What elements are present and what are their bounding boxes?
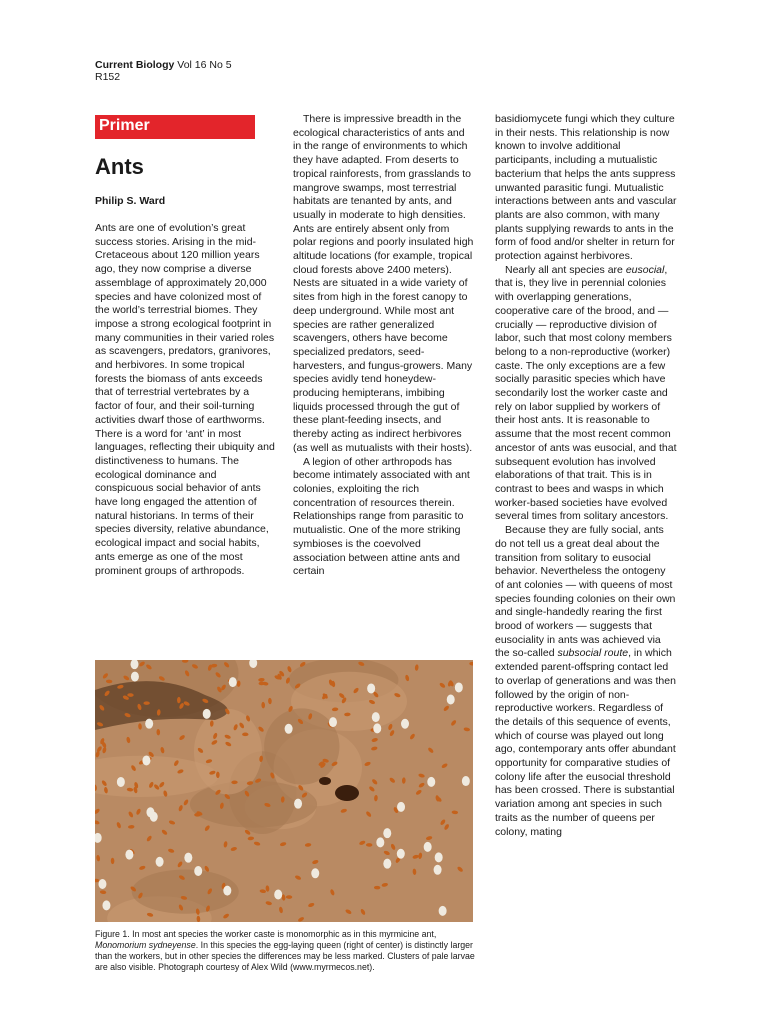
worker-ant	[450, 719, 457, 726]
worker-ant	[168, 820, 175, 826]
worker-ant	[365, 811, 372, 818]
larva	[329, 717, 337, 727]
queen-ant	[335, 785, 359, 801]
worker-ant	[427, 747, 434, 754]
worker-ant	[247, 836, 254, 840]
paragraph: basidiomycete fungi which they culture in their nests. This relationship is now known to involve additional participants, including a mutualistic bacterium that helps the ants suppress unwanted parasitic fungi. Mutualistic interactions between ants and vascular plants are also common, with many plants supplying rewards to ants in the form of food and/or shelter in return for protection against herbivores.	[495, 113, 677, 263]
larva	[95, 833, 102, 843]
larva	[229, 677, 237, 687]
larva	[397, 849, 405, 859]
worker-ant	[381, 882, 388, 887]
worker-ant	[371, 746, 378, 751]
larva	[397, 802, 405, 812]
worker-ant	[178, 805, 184, 812]
larva	[274, 890, 282, 900]
paragraph: Because they are fully social, ants do not tell us a great deal about the transition from solitary to eusocial behavior. Nevertheless the ontogeny of ant colonies — with queens of most species founding colonies on their own and single-handedly rearing the first brood of workers — suggests that eusociality in ants was achieved via the so-called subsocial route, in which extended parent-offspring contact led to overlap of generations and was then followed by the origin of non-reproductive workers. Regardless of the details of this sequence of events, which of course was played out long ago, contemporary ants offer abundant opportunity for comparative studies of colony life after the eusocial threshold has been crossed. There is substantial variation among ant species in such traits as the number of queens per colony, mating	[495, 524, 676, 838]
worker-ant	[265, 885, 269, 892]
worker-ant	[340, 808, 347, 813]
worker-ant	[287, 666, 293, 673]
worker-ant	[286, 895, 292, 899]
worker-ant	[418, 773, 425, 778]
worker-ant	[96, 855, 101, 862]
worker-ant	[128, 811, 134, 818]
ant-colony-illustration	[95, 660, 473, 922]
larva	[367, 683, 375, 693]
larva	[142, 755, 150, 765]
worker-ant	[402, 777, 406, 784]
paragraph: A legion of other arthropods has become intimately associated with ant colonies, exploiting the rich concentration of resources therein. Relationships range from parasitic to mutualistic. One of the more striking symbioses is the coevolved association between attine ants and certain	[293, 455, 470, 578]
worker-ant	[257, 726, 264, 733]
worker-ant	[415, 664, 419, 671]
worker-ant	[439, 819, 446, 826]
larva	[125, 850, 133, 860]
worker-ant	[390, 843, 396, 850]
worker-ant	[138, 723, 142, 730]
worker-ant	[305, 843, 312, 848]
worker-ant	[426, 836, 433, 841]
larva	[434, 865, 442, 875]
worker-ant	[95, 808, 101, 815]
worker-ant	[261, 702, 265, 709]
text-column-1	[95, 222, 277, 578]
worker-ant	[280, 842, 287, 847]
larva	[131, 672, 139, 682]
larva	[383, 859, 391, 869]
larva	[447, 695, 455, 705]
worker-ant	[371, 778, 378, 785]
worker-ant	[383, 850, 390, 856]
larva	[435, 852, 443, 862]
larva	[462, 776, 470, 786]
section-label: Primer	[95, 115, 255, 139]
worker-ant	[308, 902, 315, 908]
text-column-2	[293, 113, 475, 579]
worker-ant	[418, 782, 425, 788]
larva	[311, 868, 319, 878]
worker-ant	[451, 810, 458, 814]
worker-ant	[443, 823, 449, 830]
worker-ant	[95, 820, 100, 825]
figure-caption: Figure 1. In most ant species the worker caste is monomorphic as in this myrmicine ant, Monomorium sydneyense. In this species the egg-laying queen (right of center) is distinctly larger than the workers, but in other species the differences may be less marked. Clusters of pale larvae are also visible. Photograph courtesy of Alex Wild (www.myrmecos.net).	[95, 929, 475, 972]
larva	[372, 712, 380, 722]
ant-colony-photo	[95, 660, 473, 922]
queen-ant-head	[319, 777, 331, 785]
worker-ant	[95, 879, 99, 883]
worker-ant	[96, 745, 103, 752]
journal-volume: Vol 16 No 5	[177, 59, 232, 71]
larva	[223, 886, 231, 896]
larva	[373, 723, 381, 733]
worker-ant	[389, 729, 395, 736]
rock-texture	[132, 870, 239, 914]
larva	[102, 900, 110, 910]
journal-header	[95, 59, 232, 83]
worker-ant	[412, 854, 419, 859]
worker-ant	[389, 777, 396, 784]
worker-ant	[443, 705, 450, 712]
paragraph: Nearly all ant species are eusocial, that is, they live in perennial colonies with overlapping generations, cooperative care of the brood, and — crucially — reproductive division of labor, such that most colony members belong to a non-reproductive (worker) caste. The only exceptions are a few socially parasitic species which have secondarily lost the worker caste and rely on labor supplied by workers of their host ants. It is reasonable to assume that the most recent common ancestor of ants was eusocial, and that subsequent evolution has involved elaborations of that trait. This is in contrast to bees and wasps in which worker-based societies have evolved several times from solitary ancestors.	[495, 263, 677, 523]
worker-ant	[177, 861, 184, 868]
larva	[455, 682, 463, 692]
larva	[194, 866, 202, 876]
larva	[424, 842, 432, 852]
worker-ant	[415, 789, 422, 796]
larva	[150, 812, 158, 822]
larva	[294, 799, 302, 809]
worker-ant	[330, 889, 336, 896]
worker-ant	[409, 733, 416, 740]
worker-ant	[439, 682, 446, 689]
worker-ant	[364, 761, 371, 767]
text-column-3	[495, 113, 677, 839]
worker-ant	[178, 734, 185, 741]
larva	[427, 777, 435, 787]
paragraph: Ants are one of evolution’s great success stories. Arising in the mid-Cretaceous about 120 million years ago, they now comprise a diverse assemblage of approximately 20,000 species and have colonized most of the world’s terrestrial biomes. They impose a strong ecological footprint in many communities in their varied roles as scavengers, predators, granivores, and herbivores. In some tropical forests the biomass of ants exceeds that of terrestrial vertebrates by a factor of four, and their soil-turning activities dwarf those of earthworms. There is a word for ‘ant’ in most languages, reflecting their ubiquity and distinctiveness to humans. The ecological dominance and conspicuous social behavior of ants have long engaged the attention of natural historians. In terms of their species diversity, relative abundance, ecological impact and social habits, ants emerge as one of the most prominent groups of arthropods.	[95, 222, 275, 577]
worker-ant	[258, 678, 265, 682]
worker-ant	[146, 835, 153, 842]
worker-ant	[161, 829, 168, 836]
journal-name: Current Biology	[95, 59, 175, 71]
worker-ant	[259, 889, 266, 894]
worker-ant	[265, 901, 272, 906]
worker-ant	[116, 822, 122, 829]
larva	[439, 906, 447, 916]
worker-ant	[360, 908, 366, 915]
worker-ant	[457, 866, 464, 873]
worker-ant	[230, 846, 237, 851]
page-number: R152	[95, 71, 121, 83]
worker-ant	[102, 747, 107, 754]
worker-ant	[242, 733, 248, 737]
larva	[383, 828, 391, 838]
larva	[145, 719, 153, 729]
worker-ant	[345, 909, 352, 915]
worker-ant	[359, 840, 366, 846]
worker-ant	[183, 799, 189, 806]
rock-texture	[264, 708, 339, 784]
larva	[401, 719, 409, 729]
larva	[156, 857, 164, 867]
worker-ant	[469, 662, 473, 666]
worker-ant	[111, 858, 115, 864]
worker-ant	[268, 698, 272, 705]
worker-ant	[222, 913, 229, 920]
worker-ant	[204, 825, 211, 832]
article-title: Ants	[95, 154, 144, 179]
worker-ant	[128, 825, 135, 829]
larva	[184, 853, 192, 863]
worker-ant	[463, 727, 470, 732]
worker-ant	[237, 680, 241, 687]
worker-ant	[139, 865, 146, 870]
worker-ant	[312, 859, 319, 865]
larva	[98, 879, 106, 889]
worker-ant	[126, 736, 131, 743]
worker-ant	[160, 747, 165, 754]
larva	[376, 837, 384, 847]
worker-ant	[143, 701, 149, 705]
larva	[203, 709, 211, 719]
paragraph: There is impressive breadth in the ecological characteristics of ants and in the range of environments to which they have adapted. From deserts to tropical rainforests, from grasslands to mangrove swamps, most terrestrial habitats are tenanted by ants, and usually in moderate to high densities. Ants are entirely absent only from polar regions and poorly insulated high altitude locations (for example, tropical cloud forests above 2400 meters). Nests are situated in a wide variety of sites from high in the forest canopy to deep underground. While most ant species are rather generalized scavengers, others have become specialized predators, seed-harvesters, and fungus-growers. Many species avidly tend honeydew-producing hemipterans, imbibing liquids processed through the gut of these plant-feeding insects, and thereby acting as indirect herbivores (as well as mutualists with their hosts).	[293, 113, 474, 454]
article-author: Philip S. Ward	[95, 195, 166, 207]
larva	[249, 660, 257, 668]
larva	[117, 777, 125, 787]
worker-ant	[254, 841, 261, 846]
worker-ant	[168, 848, 175, 853]
worker-ant	[374, 886, 380, 890]
worker-ant	[294, 875, 301, 881]
worker-ant	[371, 737, 378, 742]
worker-ant	[405, 674, 410, 681]
worker-ant	[223, 841, 228, 848]
worker-ant	[388, 723, 394, 730]
worker-ant	[156, 729, 160, 736]
worker-ant	[297, 916, 304, 922]
larva	[285, 724, 293, 734]
worker-ant	[366, 843, 372, 847]
worker-ant	[135, 808, 141, 815]
worker-ant	[368, 785, 375, 792]
worker-ant	[374, 795, 378, 802]
worker-ant	[412, 868, 416, 875]
worker-ant	[279, 906, 284, 913]
worker-ant	[441, 763, 448, 769]
worker-ant	[100, 890, 107, 895]
